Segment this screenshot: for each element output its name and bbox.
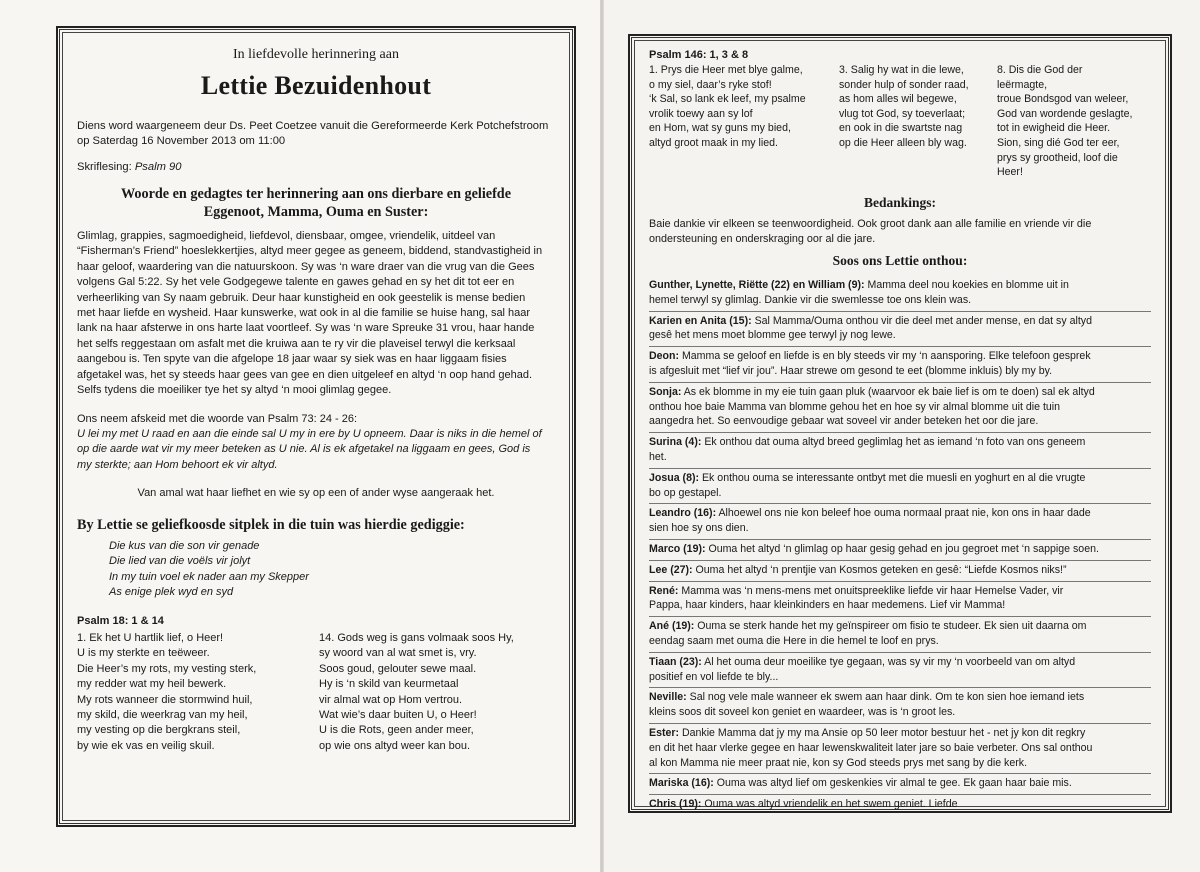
memory-text: het.	[649, 450, 667, 463]
memory-line	[649, 471, 1151, 486]
verse-line: U is my sterkte en teëweer.	[77, 647, 210, 660]
memory-item	[649, 562, 1151, 580]
thanks-line: Baie dankie vir elkeen se teenwoordigheid. Ook groot dank aan alle familie en vriende vir die	[649, 218, 1092, 230]
verse-line: op wie ons altyd weer kan bou.	[319, 739, 471, 752]
tribute-line: verheerliking van Sy naam gebruik. Deur haar kunstigheid en ook geestelik is mense bedien	[77, 291, 526, 304]
memory-line	[649, 349, 1151, 364]
memory-line	[649, 563, 1151, 578]
memories-list	[649, 277, 1151, 814]
memory-text: hemel terwyl sy glimlag. Dankie vir die swemlesse toe ons klein was.	[649, 293, 972, 306]
memory-text: Ek onthou ouma se interessante ontbyt met die muesli en yoghurt en al die vrugte	[699, 471, 1086, 484]
verse-line: vir almal wat op Hom vertrou.	[319, 693, 463, 706]
memory-line	[649, 542, 1151, 557]
poem-line: Die kus van die son vir genade	[109, 540, 260, 552]
verse-line: U is die Rots, geen ander meer,	[319, 724, 474, 737]
tribute-line: afgetakel was, het sy steeds haar gees van gee en dien uitgeleef en altyd ‘n oop hand gehad.	[77, 368, 532, 381]
memory-author: Lee (27):	[649, 563, 693, 576]
memory-text: Ouma se sterk hande het my geïnspireer om fisio te studeer. Ek sien uit daarna om	[694, 620, 1087, 633]
memory-divider	[649, 773, 1151, 774]
memory-divider	[649, 432, 1151, 433]
memory-item	[649, 689, 1151, 722]
memory-author: Leandro (16):	[649, 507, 717, 520]
memory-line	[649, 655, 1151, 670]
memory-text: Sal Mamma/Ouma onthou vir die deel met ander mense, en dat sy altyd	[751, 314, 1092, 327]
memory-item	[649, 313, 1151, 346]
memory-line	[649, 797, 1151, 812]
verse-line: op die Heer alleen bly wag.	[839, 136, 967, 149]
psalm146-verse-1	[649, 63, 806, 151]
memory-line	[649, 726, 1151, 741]
thanks-heading: Bedankings:	[863, 195, 937, 210]
psalm73-intro: Ons neem afskeid met die woorde van Psalm 73: 24 - 26:	[77, 413, 358, 425]
memory-line	[649, 741, 1151, 756]
memory-line	[649, 670, 1151, 685]
service-line: op Saterdag 16 November 2013 om 11:00	[77, 135, 286, 147]
verse-line: Heer!	[997, 166, 1023, 179]
memory-item	[649, 541, 1151, 559]
reading-reference: Psalm 90	[134, 161, 182, 173]
verse-line: Sion, sing dié God ter eer,	[997, 136, 1120, 149]
psalm73-line: U lei my met U raad en aan die einde sal U my in ere by U opneem. Daar is niks in die hemel of	[77, 428, 542, 440]
scripture-reading	[77, 161, 181, 173]
memory-text: Mamma deel nou koekies en blomme uit in	[864, 279, 1069, 291]
memory-line	[649, 521, 1151, 536]
tribute-line: volgens Gal 5:22. Sy het vele Godgegewe talente en gawes gehad en sy het dit tot eer en	[77, 276, 515, 289]
memory-text: Mamma se geloof en liefde is en bly steeds vir my ‘n aansporing. Elke telefoon gesprek	[679, 350, 1091, 363]
memory-line	[649, 385, 1151, 400]
memory-text: al kon Mamma nie meer praat nie, kon sy God steeds prys met sang by die kerk.	[649, 756, 1028, 769]
verse-line: by wie ek vas en veilig skuil.	[77, 739, 215, 752]
memory-text: Al het ouma deur moeilike tye gegaan, was sy vir my ‘n voorbeeld van om altyd	[701, 655, 1076, 668]
memory-line	[649, 634, 1151, 649]
tribute-heading	[63, 185, 569, 221]
psalm18-verse-14	[319, 631, 514, 754]
memory-line	[649, 705, 1151, 720]
verse-line: as hom alles wil begewe,	[839, 93, 957, 106]
memory-author: Surina (4):	[649, 436, 702, 449]
memory-author: Gunther, Lynette, Riëtte (22) en William (9):	[649, 279, 865, 291]
tribute-line: Selfs tydens die moeiliker tye het sy altyd ‘n mooi glimlag gegee.	[77, 384, 392, 397]
memory-item	[649, 505, 1151, 538]
memory-text: kleins soos dit soveel kon geniet en waardeer, was is ‘n groot les.	[649, 706, 956, 719]
memory-author: Ané (19):	[649, 620, 695, 633]
memory-author: Sonja:	[649, 385, 682, 398]
memory-text: Sal nog vele male wanneer ek swem aan haar dink. Om te kon sien hoe iemand iets	[686, 691, 1085, 704]
memory-item	[649, 796, 1151, 814]
memory-item	[649, 654, 1151, 687]
memory-divider	[649, 346, 1151, 347]
tribute-line: Glimlag, grappies, sagmoedigheid, liefdevol, diensbaar, omgee, vriendelik, uitdeel van	[77, 230, 496, 242]
memory-text: gesê het mens moet blomme gee terwyl jy nog lewe.	[649, 329, 896, 342]
psalm18-title: Psalm 18: 1 & 14	[77, 615, 164, 627]
memory-line	[649, 435, 1151, 450]
psalm73-line: op die aarde wat vir my meer beteken as U nie. Al is ek afgetakel na liggaam en gees, God is	[77, 443, 531, 456]
verse-line: ‘k Sal, so lank ek leef, my psalme	[649, 93, 806, 106]
verse-line: en Hom, wat sy guns my bied,	[649, 122, 791, 135]
tribute-heading-line: Woorde en gedagtes ter herinnering aan ons dierbare en geliefde	[121, 186, 511, 202]
verse-line: troue Bondsgod van weleer,	[997, 93, 1129, 106]
memory-text: As ek blomme in my eie tuin gaan pluk (waarvoor ek baie lief is om te doen) sal ek altyd	[681, 385, 1095, 398]
memory-line	[649, 776, 1151, 791]
memory-author: Marco (19):	[649, 542, 706, 555]
memory-text: onthou hoe baie Mamma van blomme gehou het en hoe sy vir almal blomme uit die tuin	[649, 400, 1061, 413]
verse-line: tot in ewigheid die Heer.	[997, 122, 1111, 135]
garden-poem-heading: By Lettie se geliefkoosde sitplek in die tuin was hierdie gediggie:	[77, 517, 465, 533]
thanks-line: ondersteuning en onderskraging oor al die jare.	[649, 233, 876, 245]
service-details	[77, 119, 555, 149]
memory-author: Chris (19):	[649, 798, 702, 811]
memory-author: Mariska (16):	[649, 777, 714, 790]
right-inner-frame	[634, 40, 1166, 811]
memory-text: Ouma was altyd lief om geskenkies vir almal te gee. Ek gaan haar baie mis.	[713, 777, 1072, 790]
memory-text: Ouma was altyd vriendelik en het swem geniet. Liefde	[701, 798, 958, 811]
memory-line	[649, 506, 1151, 521]
poem-line: As enige plek wyd en syd	[109, 586, 234, 599]
memory-text: eendag saam met ouma die Here in die hemel te loof en prys.	[649, 634, 939, 647]
memory-divider	[649, 468, 1151, 469]
verse-line: Soos goud, gelouter sewe maal.	[319, 662, 477, 675]
tribute-heading-line: Eggenoot, Mamma, Ouma en Suster:	[203, 204, 429, 220]
verse-line: Die Heer’s my rots, my vesting sterk,	[77, 662, 257, 675]
garden-poem	[109, 539, 309, 601]
memory-text: en dit het haar vlerke gegee en haar lewenskwaliteit later jare so baie verbeter. Ons sal onthou	[649, 741, 1093, 754]
memory-item	[649, 434, 1151, 467]
verse-line: vrolik toewy aan sy lof	[649, 107, 753, 120]
verse-line: en ook in die swartste nag	[839, 122, 963, 135]
verse-line: o my siel, daar’s ryke stof!	[649, 78, 772, 91]
memory-author: Neville:	[649, 691, 687, 704]
tribute-line: met haar liefde en wysheid. Haar kunswerke, wat ook in al die familie se huise hang, sal haar	[77, 307, 531, 320]
tribute-paragraph	[77, 229, 555, 398]
verse-line: 1. Ek het U hartlik lief, o Heer!	[77, 632, 224, 644]
memories-heading: Soos ons Lettie onthou:	[832, 253, 968, 268]
verse-line: Hy is ‘n skild van keurmetaal	[319, 678, 459, 691]
memory-divider	[649, 581, 1151, 582]
verse-line: leërmagte,	[997, 78, 1048, 91]
memory-text: is afgesluit met “lief vir jou”. Haar strewe om gesond te eet (blomme inkluis) bly my by.	[649, 364, 1053, 377]
memory-line	[649, 486, 1151, 501]
tribute-line: het selfs reggestaan om asfalt met die kruiwa aan te ry vir die plaveisel terwyl die kerksaal	[77, 337, 516, 350]
memory-text: Ek onthou dat ouma altyd breed geglimlag het as iemand ‘n foto van ons geneem	[701, 436, 1086, 449]
memory-line	[649, 619, 1151, 634]
verse-line: sy woord van al wat smet is, vry.	[319, 647, 477, 660]
memory-item	[649, 384, 1151, 431]
memory-item	[649, 277, 1151, 310]
memory-author: Tiaan (23):	[649, 655, 702, 668]
memory-item	[649, 775, 1151, 793]
memory-text: Dankie Mamma dat jy my ma Ansie op 50 leer motor bestuur het - net jy kon dit regkry	[679, 726, 1086, 739]
memory-divider	[649, 311, 1151, 312]
tribute-line: haar geloof, waardering van die natuurskoon. Sy was ‘n ware draer van die vrug van die Gees	[77, 260, 535, 273]
memory-item	[649, 583, 1151, 616]
thanks-paragraph	[649, 217, 1151, 247]
memory-text: Ouma het altyd ‘n prentjie van Kosmos geteken en gesê: “Liefde Kosmos niks!”	[692, 563, 1067, 576]
memory-text: aangedra het. So eenvoudige gebaar wat soveel vir ander beteken het oor die jare.	[649, 415, 1039, 428]
memory-line	[649, 690, 1151, 705]
memory-line	[649, 756, 1151, 771]
left-border-frame	[56, 26, 576, 827]
memory-line	[649, 314, 1151, 329]
memory-divider	[649, 652, 1151, 653]
psalm146-verse-3	[839, 63, 969, 151]
memory-author: Deon:	[649, 350, 680, 363]
verse-line: my vesting op die bergkrans steil,	[77, 724, 241, 737]
service-line: Diens word waargeneem deur Ds. Peet Coetzee vanuit die Gereformeerde Kerk Potchefstroom	[77, 120, 549, 132]
memory-divider	[649, 794, 1151, 795]
poem-line: Die lied van die voëls vir jolyt	[109, 555, 251, 568]
memory-item	[649, 348, 1151, 381]
psalm18-verse-1	[77, 631, 256, 754]
right-border-frame	[628, 34, 1172, 813]
memory-text: Ouma het altyd ‘n glimlag op haar gesig gehad en jou gegroet met ‘n sappige soen.	[705, 542, 1099, 555]
verse-line: prys sy grootheid, loof die	[997, 151, 1118, 164]
from-all-line: Van amal wat haar liefhet en wie sy op een of ander wyse aangeraak het.	[137, 487, 495, 499]
reading-label: Skriflesing:	[77, 161, 132, 173]
memory-text: bo op gestapel.	[649, 486, 722, 499]
memory-item	[649, 725, 1151, 772]
memory-divider	[649, 560, 1151, 561]
verse-line: sonder hulp of sonder raad,	[839, 78, 969, 91]
verse-line: 14. Gods weg is gans volmaak soos Hy,	[319, 632, 514, 644]
memory-item	[649, 618, 1151, 651]
memory-item	[649, 470, 1151, 503]
memory-author: Ester:	[649, 726, 680, 739]
verse-line: 3. Salig hy wat in die lewe,	[839, 64, 964, 76]
memory-line	[649, 450, 1151, 465]
psalm146-verse-8	[997, 63, 1132, 180]
memory-line	[649, 293, 1151, 308]
verse-line: Wat wie’s daar buiten U, o Heer!	[319, 709, 477, 722]
psalm73-line: my sterkte; aan Hom behoort ek vir altyd.	[77, 458, 278, 471]
memory-author: Josua (8):	[649, 471, 700, 484]
memory-line	[649, 278, 1151, 293]
verse-line: altyd groot maak in my lied.	[649, 136, 778, 149]
memory-divider	[649, 616, 1151, 617]
memory-divider	[649, 687, 1151, 688]
verse-line: God van wordende geslagte,	[997, 107, 1133, 120]
memory-line	[649, 584, 1151, 599]
memory-line	[649, 414, 1151, 429]
page-fold	[600, 0, 604, 872]
intro-line: In liefdevolle herinnering aan	[233, 47, 399, 62]
memory-text: Alhoewel ons nie kon beleef hoe ouma normaal praat nie, kon ons in haar dade	[716, 507, 1091, 520]
memory-divider	[649, 382, 1151, 383]
memory-author: Karien en Anita (15):	[649, 314, 752, 327]
memory-divider	[649, 539, 1151, 540]
deceased-name: Lettie Bezuidenhout	[200, 71, 432, 100]
left-inner-frame	[62, 32, 570, 821]
tribute-line: lank na haar afsterwe in ons harte laat voortleef. Sy was ‘n ware Spreuke 31 vrou, haar hande	[77, 322, 535, 335]
tribute-line: “Fisherman’s Friend” hoeslekkertjies, altyd meer gegee as geneem, biddend, standvastigheid in	[77, 245, 543, 258]
memory-line	[649, 364, 1151, 379]
poem-line: In my tuin voel ek nader aan my Skepper	[109, 570, 309, 583]
psalm146-title: Psalm 146: 1, 3 & 8	[649, 49, 749, 61]
memory-author: René:	[649, 584, 679, 597]
memory-line	[649, 328, 1151, 343]
memory-text: sien hoe sy ons dien.	[649, 522, 749, 535]
memory-text: Pappa, haar kinders, haar kleinkinders en haar medemens. Lief vir Mamma!	[649, 599, 1006, 612]
memory-text: Mamma was ‘n mens-mens met onuitspreeklike liefde vir haar Hemelse Vader, vir	[678, 584, 1064, 597]
memory-line	[649, 400, 1151, 415]
memory-text: positief en vol liefde te bly...	[649, 670, 779, 683]
verse-line: 1. Prys die Heer met blye galme,	[649, 64, 803, 76]
memory-divider	[649, 723, 1151, 724]
verse-line: vlug tot God, sy toeverlaat;	[839, 107, 966, 120]
verse-line: 8. Dis die God der	[997, 64, 1083, 76]
verse-line: my skild, die weerkrag van my heil,	[77, 709, 248, 722]
memory-divider	[649, 503, 1151, 504]
memory-line	[649, 598, 1151, 613]
psalm73-quote	[77, 427, 555, 473]
verse-line: my redder wat my heil bewerk.	[77, 678, 227, 691]
verse-line: My rots wanneer die stormwind huil,	[77, 693, 253, 706]
tribute-line: aangebou is. Ten spyte van die afgelope 18 jaar waar sy siek was en haar liggaam fisies	[77, 353, 507, 366]
